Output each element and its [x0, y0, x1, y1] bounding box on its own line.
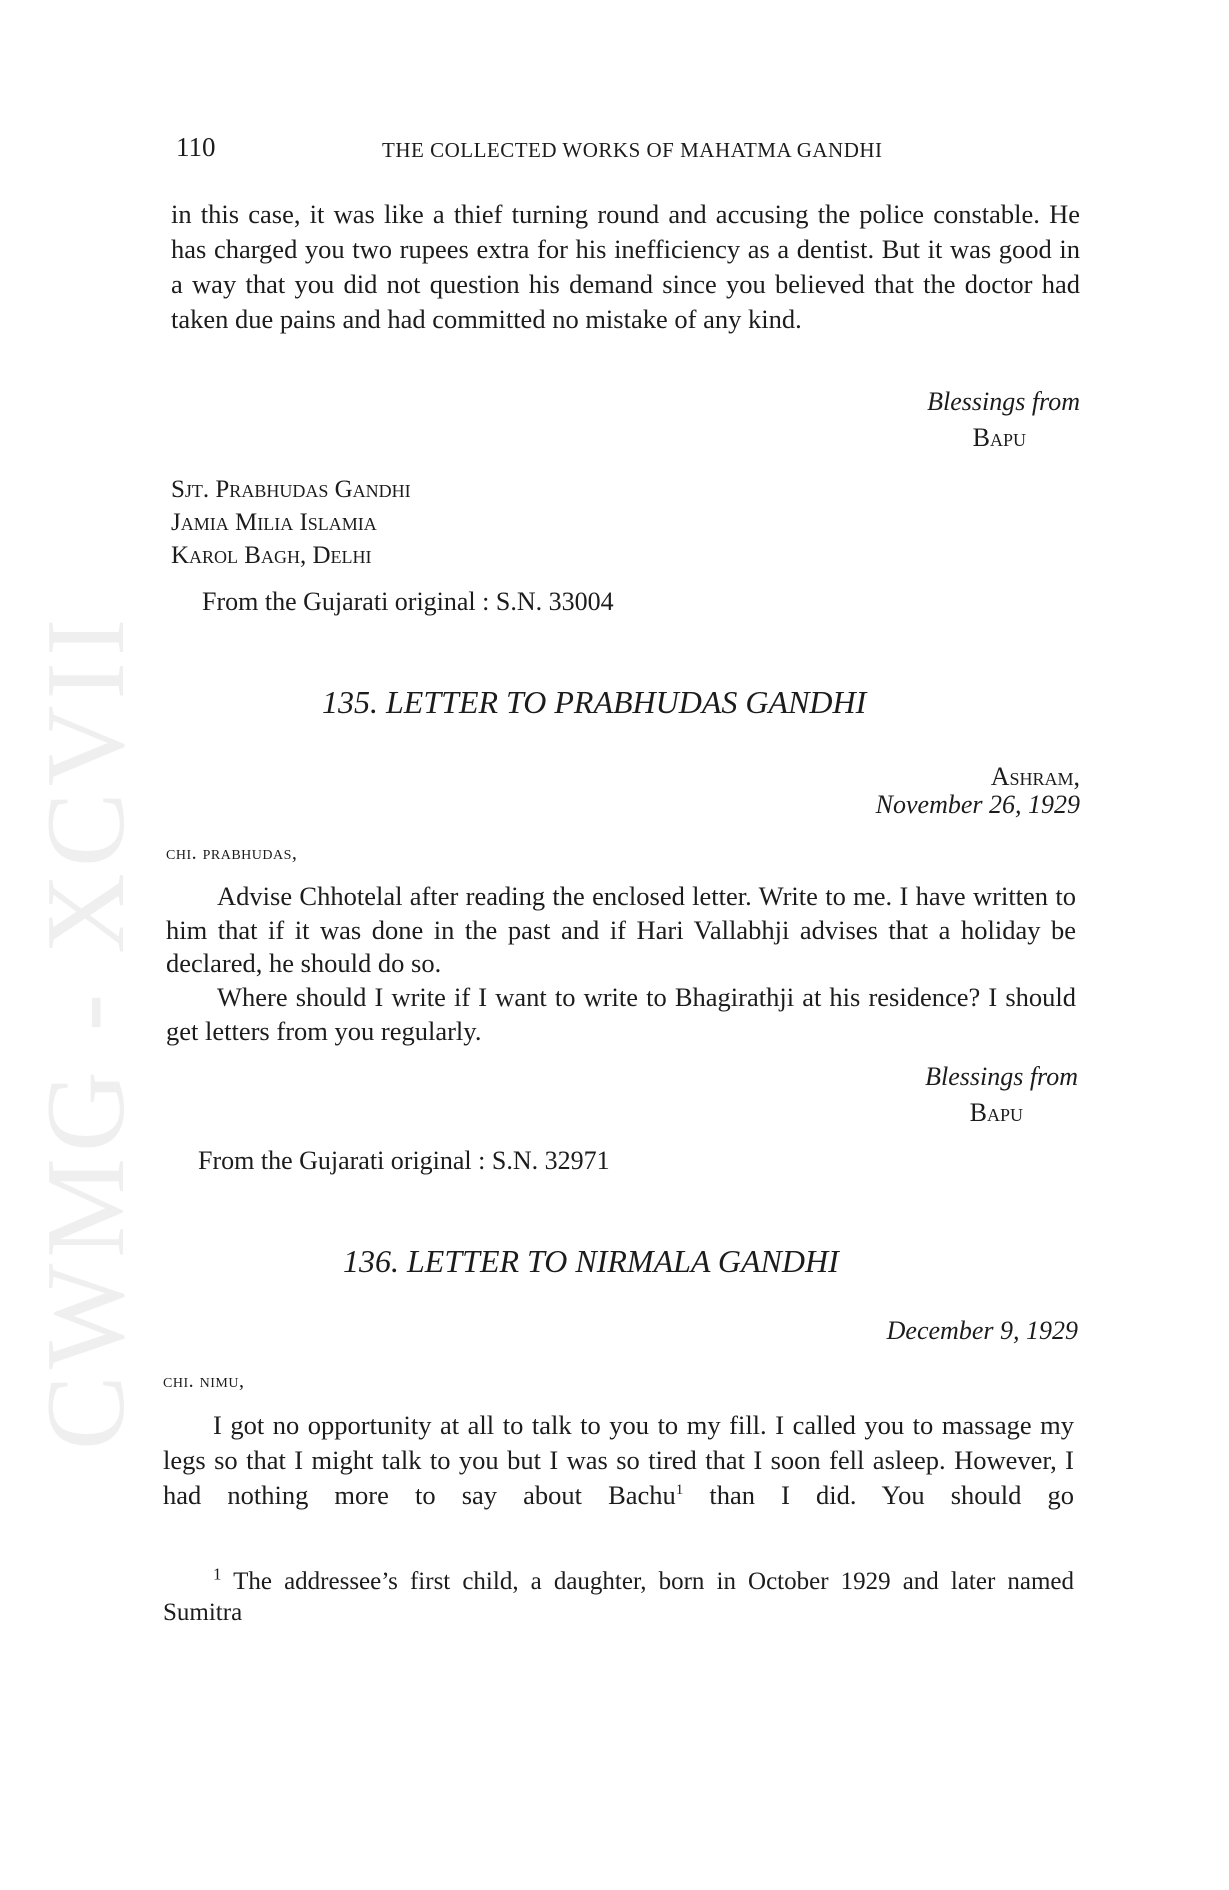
watermark — [24, 450, 148, 1450]
letter-135-signature: Bapu — [969, 1098, 1023, 1127]
running-head: THE COLLECTED WORKS OF MAHATMA GANDHI — [382, 138, 883, 162]
letter-134-address — [171, 473, 411, 572]
footnote-text: The addressee’s first child, a daughter, born in October 1929 and later named Sumitra — [163, 1568, 1074, 1626]
paragraph-text: I got no opportunity at all to talk to you to my fill. I called you to massage my legs so that I might talk to you but I was so tired that I soon fell asleep. However, I had nothing more to say about Bachu — [163, 1410, 1074, 1510]
letter-136-salutation: chi. nimu, — [163, 1370, 245, 1392]
letter-135-paragraph-1: Advise Chhotelal after reading the enclosed letter. Write to me. I have written to him that if it was done in the past and if Hari Vallabhji advises that a holiday be declared, he should do so. — [166, 881, 1076, 978]
letter-136-date: December 9, 1929 — [886, 1316, 1078, 1345]
letter-135-salutation: chi. prabhudas, — [166, 842, 298, 864]
footnote — [163, 1566, 1074, 1628]
letter-136-paragraph — [163, 1408, 1074, 1513]
footnote-number: 1 — [213, 1564, 222, 1584]
letter-135-date: November 26, 1929 — [875, 790, 1080, 819]
letter-135-place: Ashram, — [990, 762, 1080, 791]
footnote-reference: 1 — [675, 1482, 684, 1499]
letter-135-source-note: From the Gujarati original : S.N. 32971 — [198, 1146, 610, 1175]
letter-135-closing: Blessings from — [925, 1062, 1078, 1091]
address-line: Jamia Milia Islamia — [171, 509, 377, 536]
watermark-graphic — [24, 450, 148, 1450]
letter-136-heading: 136. LETTER TO NIRMALA GANDHI — [343, 1243, 839, 1279]
letter-134-source-note: From the Gujarati original : S.N. 33004 — [202, 587, 614, 616]
paragraph-text: than I did. You should go — [683, 1480, 1074, 1510]
watermark-text: CWMG - XCVII — [24, 612, 148, 1450]
letter-134-closing: Blessings from — [927, 387, 1080, 416]
page-number: 110 — [176, 132, 216, 162]
letter-135-paragraph-2: Where should I write if I want to write to Bhagirathji at his residence? I should get letters from you regularly. — [166, 982, 1076, 1046]
address-line: Karol Bagh, Delhi — [171, 542, 372, 569]
address-line: Sjt. Prabhudas Gandhi — [171, 476, 411, 503]
letter-135-heading: 135. LETTER TO PRABHUDAS GANDHI — [322, 684, 867, 720]
letter-134-signature: Bapu — [972, 423, 1026, 452]
letter-134-closing-paragraph: in this case, it was like a thief turning round and accusing the police constable. He has charged you two rupees extra for his inefficiency as a dentist. But it was good in a way that you did not question his demand since you believed that the doctor had taken due pains and had committed no mistake of any kind. — [171, 199, 1080, 334]
